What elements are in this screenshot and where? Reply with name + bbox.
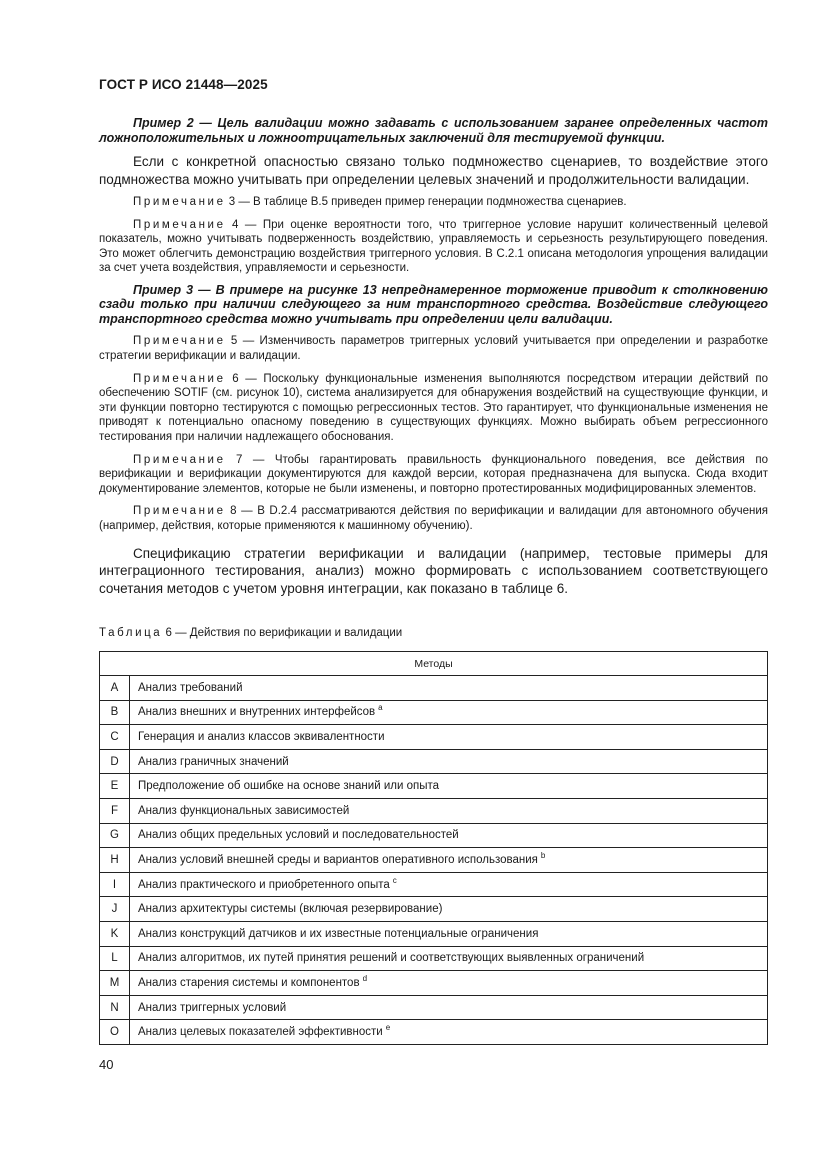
method-code: L	[100, 946, 130, 971]
method-name-cell	[130, 995, 768, 1020]
method-code: O	[100, 1020, 130, 1045]
table-caption-label: Таблица	[99, 627, 163, 639]
note-7	[99, 453, 768, 497]
note-label: Примечание	[133, 335, 226, 348]
note-text: 6 — Поскольку функциональные изменения выполняются посредством итерации действий по обеспечению SOTIF (см. рисунок 10), система анализируется для обнаружения воздействий на существующие функции, и эти функции повторно тестируются с помощью регрессионных тестов. Это гарантирует, что функциональные изменения не приводят к потенциально опасному поведению в существующих функциях. Можно выбирать объем регрессионного тестирования при наличии надлежащего обоснования.	[99, 372, 768, 444]
table-row	[100, 848, 768, 873]
table-row	[100, 921, 768, 946]
table-row	[100, 872, 768, 897]
body-paragraph-1: Если с конкретной опасностью связано только подмножество сценариев, то воздействие этого подмножества можно учитывать при определении целевых значений и продолжительности валидации.	[99, 154, 768, 187]
note-6	[99, 372, 768, 445]
note-text: 8 — В D.2.4 рассматриваются действия по верификации и валидации для автономного обучения (например, действия, которые применяются к машинному обучению).	[99, 505, 768, 532]
method-name: Анализ общих предельных условий и последовательностей	[138, 829, 459, 842]
method-code: B	[100, 700, 130, 725]
page-header-standard: ГОСТ Р ИСО 21448—2025	[99, 77, 268, 92]
method-name: Анализ требований	[138, 681, 243, 694]
method-code: E	[100, 774, 130, 799]
note-text: 7 — Чтобы гарантировать правильность функционального поведения, все действия по верификации и верификации документируются для каждой версии, которая предназначена для выпуска. Сюда входит документирование элементов, которые не были изменены, и повторно протестированных модифицированных элементов.	[99, 453, 768, 495]
method-code: N	[100, 995, 130, 1020]
method-code: H	[100, 848, 130, 873]
method-code: F	[100, 798, 130, 823]
page-content	[99, 116, 768, 597]
page-number: 40	[99, 1057, 114, 1072]
method-code: J	[100, 897, 130, 922]
method-name: Анализ граничных значений	[138, 755, 289, 768]
method-name: Анализ конструкций датчиков и их известные потенциальные ограничения	[138, 927, 539, 940]
method-name: Анализ условий внешней среды и вариантов оперативного использования	[138, 853, 538, 866]
footnote-marker: c	[392, 875, 397, 885]
table-caption-text: 6 — Действия по верификации и валидации	[162, 627, 403, 639]
table-row	[100, 995, 768, 1020]
note-5	[99, 334, 768, 363]
note-label: Примечание	[133, 196, 226, 208]
method-name-cell	[130, 872, 768, 897]
note-text: 4 — При оценке вероятности того, что триггерное условие нарушит количественный целевой показатель, можно учитывать подверженность воздействию, управляемость и серьезность результирующего поведения. Это может облегчить демонстрацию воздействия триггерного условия. В С.2.1 описана методология упрощения валидации за счет учета воздействия, управляемости и серьезности.	[99, 218, 768, 275]
example-3: Пример 3 — В примере на рисунке 13 непреднамеренное торможение приводит к столкновению сзади только при наличии следующего за ним транспортного средства. Воздействие следующего транспортного средства можно учитывать при определении цели валидации.	[99, 282, 768, 326]
method-name-cell	[130, 700, 768, 725]
footnote-marker: a	[378, 703, 383, 713]
table-row	[100, 700, 768, 725]
method-name: Анализ функциональных зависимостей	[138, 804, 350, 817]
table-row	[100, 971, 768, 996]
method-name-cell	[130, 774, 768, 799]
table-row	[100, 749, 768, 774]
table-row	[100, 1020, 768, 1045]
method-code: G	[100, 823, 130, 848]
method-code: C	[100, 725, 130, 750]
table-row	[100, 725, 768, 750]
method-code: A	[100, 676, 130, 701]
note-label: Примечание	[133, 218, 226, 231]
table-row	[100, 798, 768, 823]
table-row	[100, 946, 768, 971]
method-name: Предположение об ошибке на основе знаний или опыта	[138, 780, 439, 793]
method-name-cell	[130, 1020, 768, 1045]
body-paragraph-2: Спецификацию стратегии верификации и валидации (например, тестовые примеры для интеграционного тестирования, анализ) можно формировать с использованием соответствующего сочетания методов с учетом уровня интеграции, как показано в таблице 6.	[99, 545, 768, 596]
method-code: I	[100, 872, 130, 897]
method-name-cell	[130, 848, 768, 873]
method-name-cell	[130, 946, 768, 971]
method-name: Анализ практического и приобретенного опыта	[138, 878, 390, 891]
method-name: Анализ архитектуры системы (включая резервирование)	[138, 903, 443, 916]
method-name-cell	[130, 749, 768, 774]
method-code: M	[100, 971, 130, 996]
method-name-cell	[130, 798, 768, 823]
method-name-cell	[130, 823, 768, 848]
footnote-marker: d	[362, 973, 368, 983]
methods-table	[99, 651, 768, 1045]
method-name: Анализ целевых показателей эффективности	[138, 1026, 383, 1039]
table-header-row	[100, 652, 768, 676]
note-8	[99, 504, 768, 533]
method-code: K	[100, 921, 130, 946]
method-name: Анализ алгоритмов, их путей принятия решений и соответствующих выявленных ограничений	[138, 952, 645, 965]
method-name: Анализ старения системы и компонентов	[138, 976, 360, 989]
table-caption	[99, 627, 402, 639]
note-text: 5 — Изменчивость параметров триггерных условий учитывается при определении и разработке стратегии верификации и валидации.	[99, 335, 768, 363]
method-name-cell	[130, 897, 768, 922]
table-row	[100, 676, 768, 701]
note-label: Примечание	[133, 453, 226, 466]
method-code: D	[100, 749, 130, 774]
method-name: Анализ триггерных условий	[138, 1001, 287, 1014]
table-row	[100, 823, 768, 848]
note-text: 3 — В таблице В.5 приведен пример генерации подмножества сценариев.	[225, 196, 627, 208]
note-4	[99, 218, 768, 276]
note-label: Примечание	[133, 372, 226, 385]
method-name-cell	[130, 676, 768, 701]
note-3	[99, 195, 768, 210]
footnote-marker: b	[540, 850, 546, 860]
table-row	[100, 774, 768, 799]
method-name: Генерация и анализ классов эквивалентности	[138, 730, 385, 743]
method-name-cell	[130, 971, 768, 996]
note-label: Примечание	[133, 505, 226, 518]
table-row	[100, 897, 768, 922]
example-2: Пример 2 — Цель валидации можно задавать с использованием заранее определенных частот ложноположительных и ложноотрицательных заключений для тестируемой функции.	[99, 116, 768, 145]
table-header-methods: Методы	[100, 652, 768, 676]
footnote-marker: e	[385, 1023, 391, 1033]
method-name: Анализ внешних и внутренних интерфейсов	[138, 706, 376, 719]
method-name-cell	[130, 725, 768, 750]
method-name-cell	[130, 921, 768, 946]
